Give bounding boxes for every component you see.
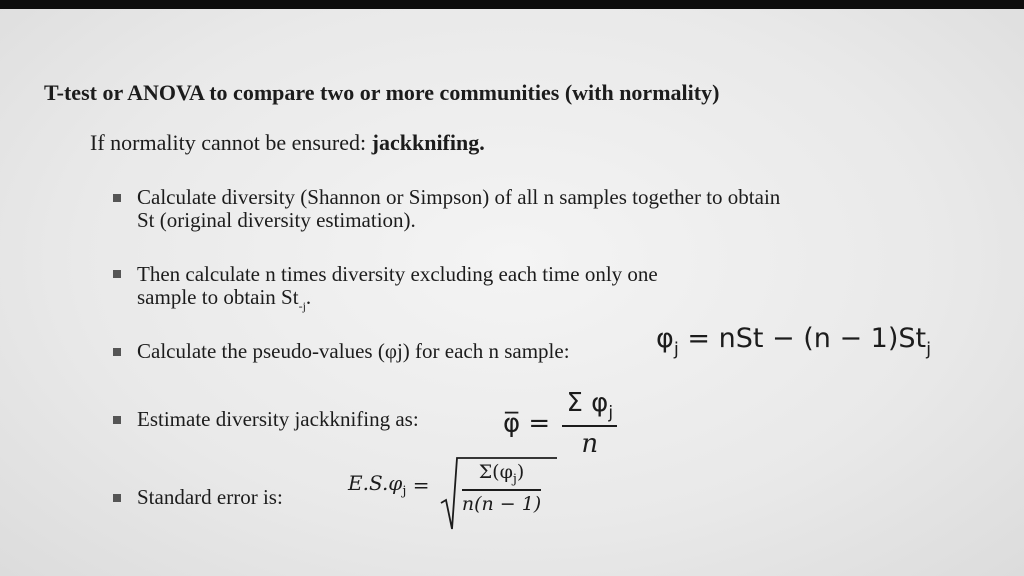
subscript: j xyxy=(512,472,517,487)
subscript: j xyxy=(926,339,932,360)
subscript: -j xyxy=(298,299,306,313)
subscript: j xyxy=(608,403,614,423)
numerator-end: ) xyxy=(516,461,525,483)
equals-sign: = xyxy=(412,473,430,497)
subtitle-prefix: If normality cannot be ensured: xyxy=(90,130,372,155)
mean-formula xyxy=(503,388,617,459)
subtitle-emphasis: jackknifing. xyxy=(371,130,485,155)
formula-lhs-text: E.S.φ xyxy=(348,471,403,495)
subscript: j xyxy=(402,484,407,499)
slide-subtitle xyxy=(90,130,485,156)
bullet-line: Then calculate n times diversity excluding each time only one xyxy=(137,262,658,286)
denominator: n(n − 1) xyxy=(461,493,542,515)
pseudo-value-formula xyxy=(656,323,931,360)
top-letterbox-bar xyxy=(0,0,1024,9)
bullet-line: Calculate diversity (Shannon or Simpson) of all n samples together to obtain xyxy=(137,185,781,209)
numerator-text: Σ φ xyxy=(566,388,609,418)
formula-lhs xyxy=(348,471,407,499)
denominator: n xyxy=(581,429,599,459)
formula-lhs: φ̅ = xyxy=(503,408,551,439)
bullet-text-1 xyxy=(137,186,780,232)
subscript: j xyxy=(673,339,679,360)
formula-symbol: φ xyxy=(656,323,674,354)
numerator-text: Σ(φ xyxy=(478,461,513,483)
bullet-line-main: sample to obtain St xyxy=(137,285,299,309)
slide-title: T-test or ANOVA to compare two or more communities (with normality) xyxy=(44,80,720,105)
square-root xyxy=(440,455,541,515)
bullet-text-2 xyxy=(137,263,658,318)
bullet-marker xyxy=(113,416,121,424)
bullet-text-5: Standard error is: xyxy=(137,485,283,509)
standard-error-formula xyxy=(348,455,541,515)
bullet-marker xyxy=(113,270,121,278)
bullet-marker xyxy=(113,194,121,202)
fraction xyxy=(562,388,617,459)
bullet-text-3: Calculate the pseudo-values (φj) for each n sample: xyxy=(137,339,570,363)
formula-rhs: = nSt − (n − 1)St xyxy=(678,323,927,354)
bullet-marker xyxy=(113,494,121,502)
numerator xyxy=(562,388,617,427)
bullet-text-4: Estimate diversity jackknifing as: xyxy=(137,407,419,431)
radical-sign-icon xyxy=(440,455,558,533)
bullet-marker xyxy=(113,348,121,356)
bullet-line xyxy=(137,286,658,318)
bullet-line: St (original diversity estimation). xyxy=(137,208,416,232)
bullet-line-end: . xyxy=(305,285,312,309)
